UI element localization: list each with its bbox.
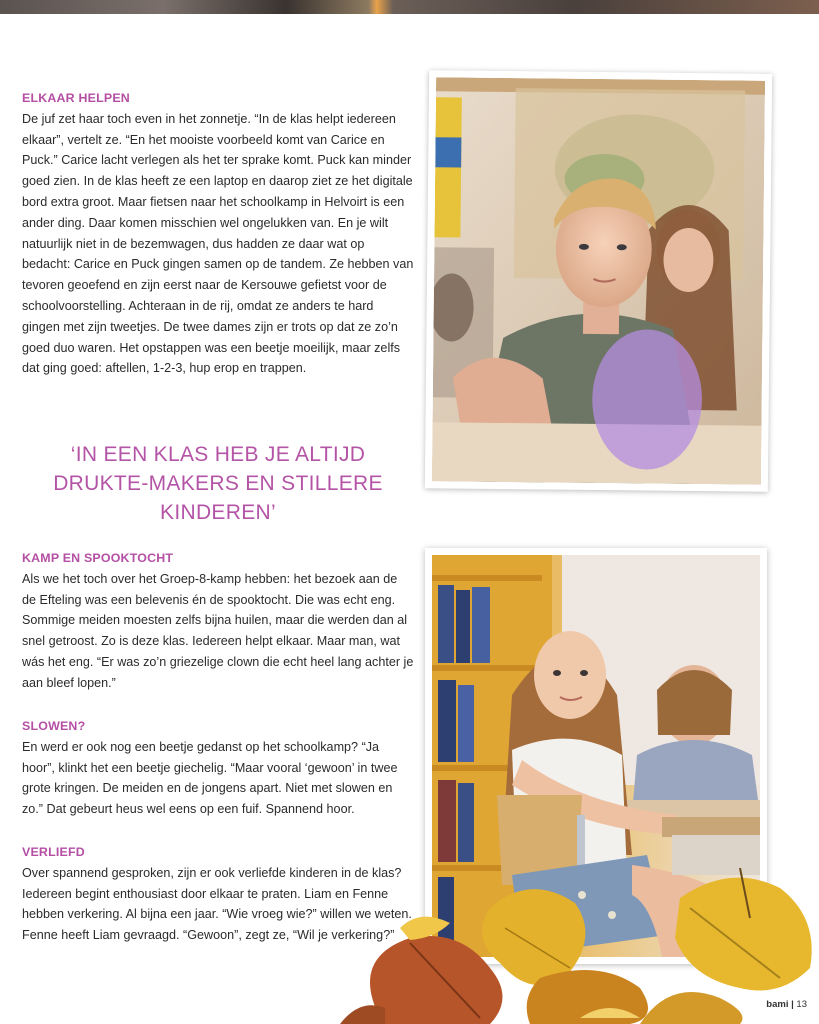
section-body: En werd er ook nog een beetje gedanst op het schoolkamp? “Ja hoor”, klinkt het een beetje giechelig. “Maar vooral ‘gewoon’ in twee grote kringen. De meiden en de jongens apart. Niet met slowen en zo.” Dat gebeurt heus wel eens op een fuif. Spannend hoor. <box>22 739 398 817</box>
page-number: 13 <box>796 999 807 1010</box>
boy-classroom-illustration <box>432 77 765 484</box>
photo-boy-classroom <box>425 70 772 492</box>
section-elkaar-helpen <box>22 88 414 379</box>
section-slowen <box>22 716 414 820</box>
page-folio <box>766 999 807 1010</box>
section-heading: KAMP EN SPOOKTOCHT <box>22 551 174 565</box>
section-heading: VERLIEFD <box>22 845 85 859</box>
top-photo-strip <box>0 0 819 14</box>
photo-image <box>432 77 765 484</box>
folio-separator: | <box>791 999 794 1010</box>
section-body: De juf zet haar toch even in het zonnetje. “In de klas helpt iedereen elkaar”, vertelt ze. “En het mooiste voorbeeld komt van Carice en Puck.” Carice lacht verlegen als het ter sprake komt. Puck kan minder goed zien. In de klas heeft ze een laptop en daarop ziet ze het digitale bord extra groot. Maar fietsen naar het schoolkamp in Helvoirt is een ander ding. Daar komen misschien wel ongelukken van. En je wilt natuurlijk niet in de bezemwagen, dus hadden ze daar wat op bedacht: Carice en Puck gingen samen op de tandem. Ze hebben van tevoren geoefend en zijn eerst naar de Kersouwe gefietst voor de schoolvoorstelling. Achteraan in de rij, omdat ze anders te hard gingen met zijn tweetjes. De twee dames zijn er trots op dat ze zo’n goed duo waren. Het opstappen was een beetje moeilijk, maar zelfs dat ging goed: aftellen, 1-2-3, hup erop en trappen. <box>22 111 414 376</box>
section-body: Als we het toch over het Groep-8-kamp hebben: het bezoek aan de de Efteling was een belevenis én de spooktocht. Die was echt eng. Sommige meiden moesten zelfs bijna huilen, maar die werden dan al snel getroost. Zo is deze klas. Iedereen helpt elkaar. Maar man, wat wás het eng. “Er was zo’n griezelige clown die echt heel lang achter je aan bleef lopen.” <box>22 571 414 690</box>
magazine-name: bami <box>766 999 789 1010</box>
pull-quote: ‘IN EEN KLAS HEB JE ALTIJD DRUKTE-MAKERS EN STILLERE KINDEREN’ <box>53 443 383 524</box>
section-kamp-en-spooktocht <box>22 548 414 694</box>
autumn-leaves-decoration <box>340 868 819 1024</box>
section-heading: ELKAAR HELPEN <box>22 91 130 105</box>
section-heading: SLOWEN? <box>22 719 86 733</box>
section-body: Over spannend gesproken, zijn er ook verliefde kinderen in de klas? Iedereen begint enthousiast door elkaar te praten. Liam en Fenne hebben verkering. Al bijna een jaar. “Wie vroeg wie?” willen we weten. Fenne heeft Liam gevraagd. “Gewoon”, zegt ze, “Wil je verkering?” <box>22 865 412 943</box>
